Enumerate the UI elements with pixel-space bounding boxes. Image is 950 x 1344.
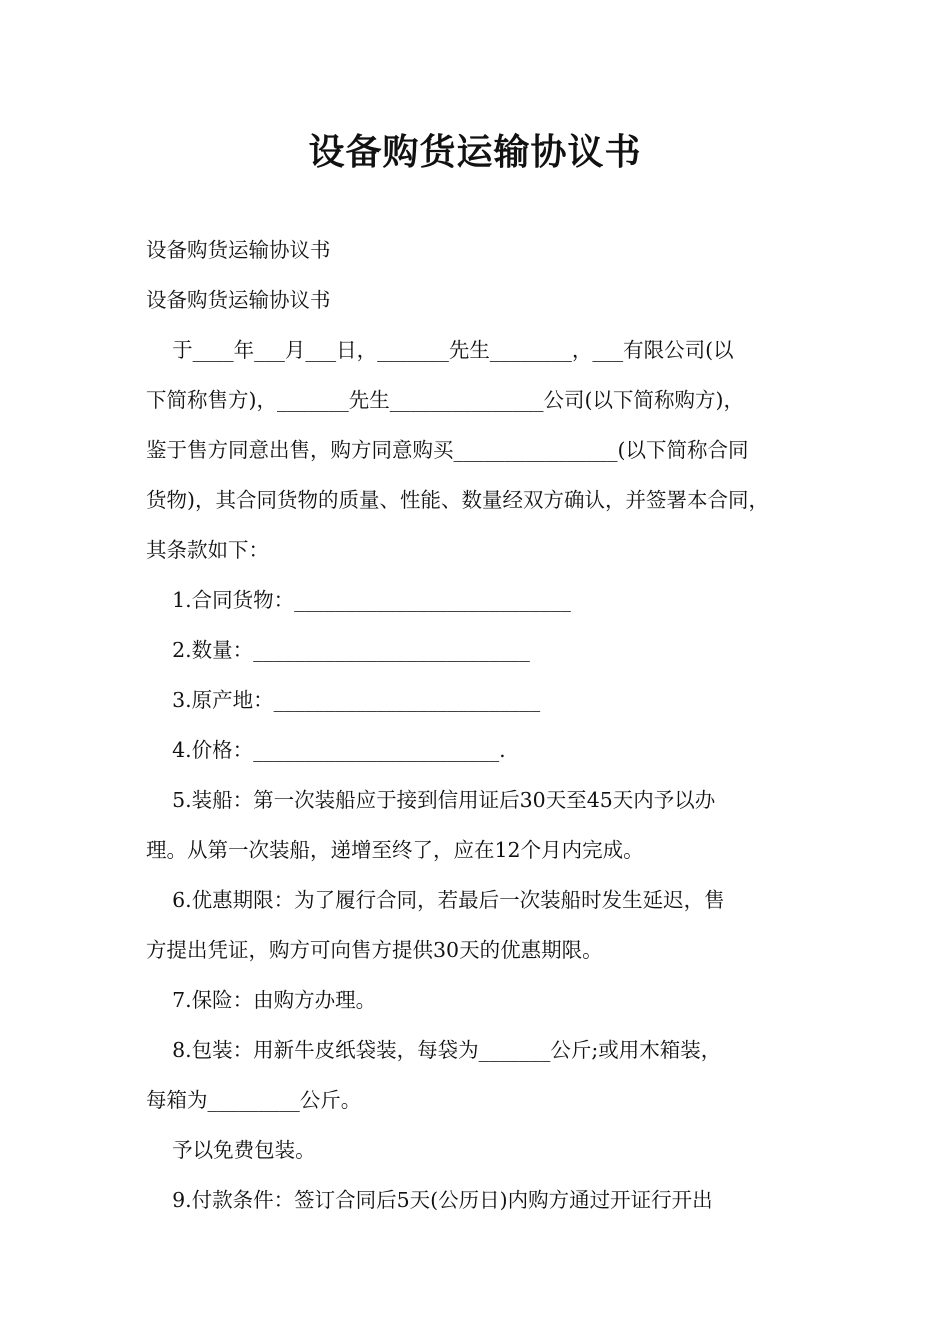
body-line: 货物)，其合同货物的质量、性能、数量经双方确认，并签署本合同， bbox=[146, 488, 769, 512]
clause-shipment-cont: 理。从第一次装船，递增至终了，应在12个月内完成。 bbox=[146, 838, 644, 862]
subtitle-line-1: 设备购货运输协议书 bbox=[146, 238, 331, 262]
clause-packing-cont: 每箱为_________公斤。 bbox=[146, 1088, 362, 1112]
clause-goods: 1.合同货物：___________________________ bbox=[146, 588, 571, 612]
clause-price: 4.价格：________________________. bbox=[146, 738, 506, 762]
subtitle-line-2: 设备购货运输协议书 bbox=[146, 288, 331, 312]
clause-payment: 9.付款条件：签订合同后5天(公历日)内购方通过开证行开出 bbox=[146, 1188, 713, 1212]
body-line: 鉴于售方同意出售，购方同意购买________________(以下简称合同 bbox=[146, 438, 749, 462]
clause-shipment: 5.装船：第一次装船应于接到信用证后30天至45天内予以办 bbox=[146, 788, 716, 812]
clause-grace-period: 6.优惠期限：为了履行合同，若最后一次装船时发生延迟，售 bbox=[146, 888, 725, 912]
body-line: 其条款如下： bbox=[146, 538, 269, 562]
clause-grace-period-cont: 方提出凭证，购方可向售方提供30天的优惠期限。 bbox=[146, 938, 603, 962]
clause-quantity: 2.数量：___________________________ bbox=[146, 638, 530, 662]
clause-origin: 3.原产地：__________________________ bbox=[146, 688, 541, 712]
clause-insurance: 7.保险：由购方办理。 bbox=[146, 988, 377, 1012]
clause-packing: 8.包装：用新牛皮纸袋装，每袋为_______公斤;或用木箱装， bbox=[146, 1038, 722, 1062]
document-title: 设备购货运输协议书 bbox=[308, 132, 642, 173]
body-line: 于____年___月___日，_______先生________，___有限公司(以 bbox=[146, 338, 734, 362]
body-line: 下简称售方)，_______先生_______________公司(以下简称购方)， bbox=[146, 388, 744, 412]
clause-packing-free: 予以免费包装。 bbox=[146, 1138, 316, 1162]
